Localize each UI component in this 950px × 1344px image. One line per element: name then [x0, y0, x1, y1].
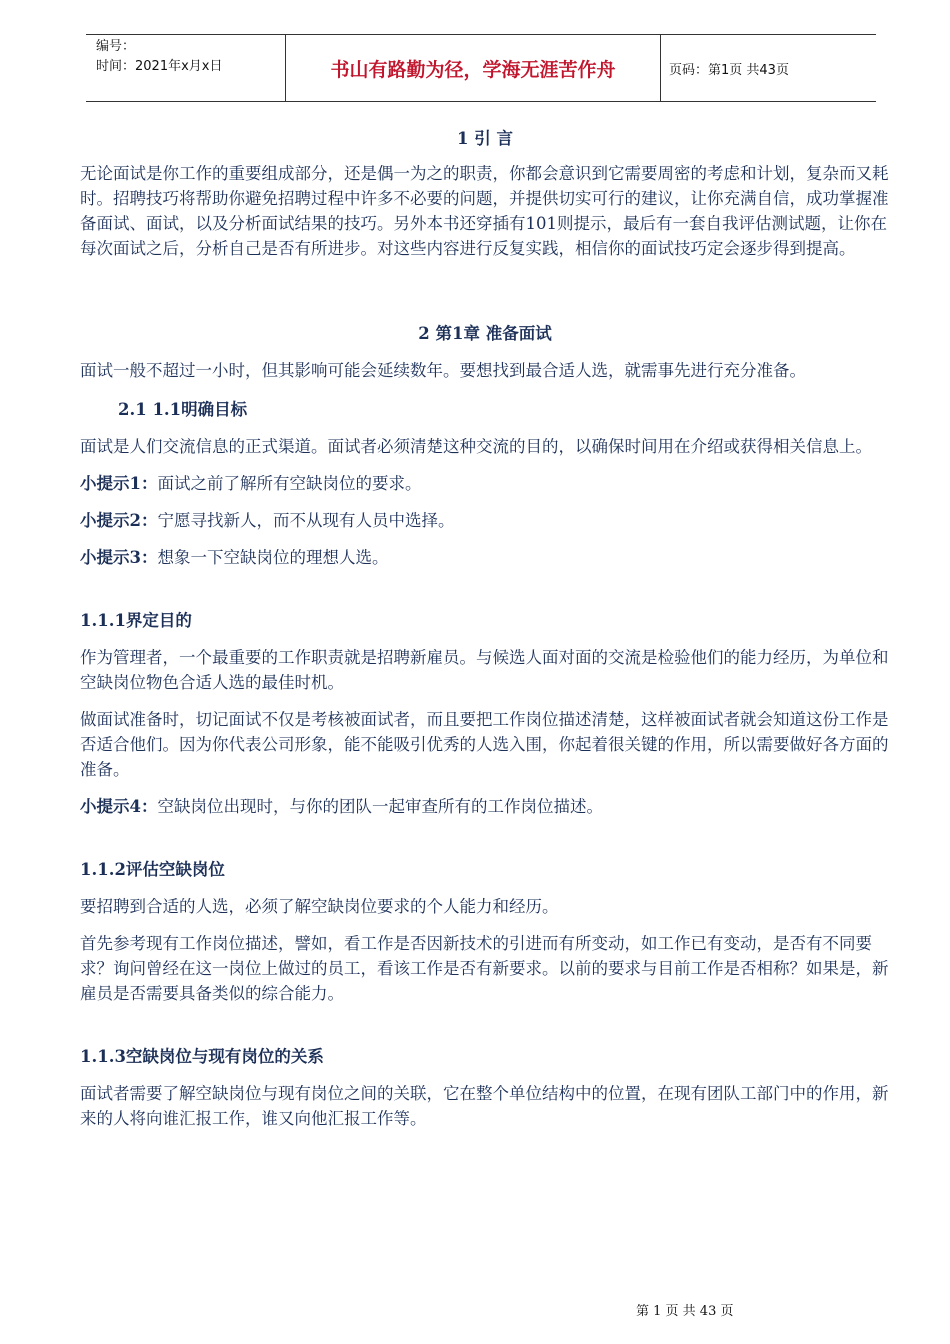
- page-header: [86, 34, 876, 102]
- header-motto: 书山有路勤为径，学海无涯苦作舟: [286, 35, 661, 101]
- tip-2-label: 小提示2：: [80, 511, 158, 530]
- tip-3-text: 想象一下空缺岗位的理想人选。: [157, 548, 389, 567]
- tip-4-label: 小提示4：: [80, 797, 158, 816]
- intro-paragraph: 无论面试是你工作的重要组成部分，还是偶一为之的职责，你都会意识到它需要周密的考虑和计划，复杂而又耗时。招聘技巧将帮助你避免招聘过程中许多不必要的问题，并提供切实可行的建议，让你充满自信，成功掌握准备面试、面试，以及分析面试结果的技巧。另外本书还穿插有101则提示，最后有一套自我评估测试题，让你在每次面试之后，分析自己是否有所进步。对这些内容进行反复实践，相信你的面试技巧定会逐步得到提高。: [80, 164, 889, 258]
- header-number: 编号：: [96, 39, 136, 54]
- section-1-1-1-paragraph-2: 做面试准备时，切记面试不仅是考核被面试者，而且要把工作岗位描述清楚，这样被面试者就会知道这份工作是否适合他们。因为你代表公司形象，能不能吸引优秀的人选入围，你起着很关键的作用，所以需要做好各方面的准备。: [80, 710, 889, 779]
- chapter1-title: 2 第1章 准备面试: [418, 324, 552, 343]
- section-1-1-2-paragraph-1: 要招聘到合适的人选，必须了解空缺岗位要求的个人能力和经历。: [80, 897, 559, 916]
- section-1-1-2-paragraph-2: 首先参考现有工作岗位描述，譬如，看工作是否因新技术的引进而有所变动，如工作已有变动，是否有不同要求？询问曾经在这一岗位上做过的员工，看该工作是否有新要求。以前的要求与目前工作是否相称？如果是，新雇员是否需要具备类似的综合能力。: [80, 934, 889, 1003]
- tip-4: [80, 794, 890, 819]
- header-meta: [86, 35, 286, 101]
- section-1-1-title: 2.1 1.1明确目标: [118, 400, 248, 419]
- tip-2: [80, 508, 890, 533]
- intro-title: 1 引 言: [457, 129, 513, 148]
- tip-1-text: 面试之前了解所有空缺岗位的要求。: [157, 474, 422, 493]
- section-1-1-3-paragraph: 面试者需要了解空缺岗位与现有岗位之间的关联，它在整个单位结构中的位置，在现有团队工部门中的作用，新来的人将向谁汇报工作，谁又向他汇报工作等。: [80, 1084, 889, 1128]
- page-footer: 第 1 页 共 43 页: [636, 1304, 734, 1319]
- tip-4-text: 空缺岗位出现时，与你的团队一起审查所有的工作岗位描述。: [157, 797, 603, 816]
- section-1-1-2-title: 1.1.2评估空缺岗位: [80, 860, 225, 879]
- tip-1: [80, 471, 890, 496]
- header-page: 页码：第1页 共43页: [669, 62, 789, 78]
- section-1-1-1-paragraph-1: 作为管理者，一个最重要的工作职责就是招聘新雇员。与候选人面对面的交流是检验他们的能力经历，为单位和空缺岗位物色合适人选的最佳时机。: [80, 648, 889, 692]
- chapter1-paragraph: 面试一般不超过一小时，但其影响可能会延续数年。要想找到最合适人选，就需事先进行充分准备。: [80, 361, 806, 380]
- tip-3: [80, 545, 890, 570]
- tip-3-label: 小提示3：: [80, 548, 158, 567]
- tip-2-text: 宁愿寻找新人，而不从现有人员中选择。: [157, 511, 455, 530]
- section-1-1-paragraph: 面试是人们交流信息的正式渠道。面试者必须清楚这种交流的目的，以确保时间用在介绍或获得相关信息上。: [80, 437, 872, 456]
- section-1-1-3-title: 1.1.3空缺岗位与现有岗位的关系: [80, 1047, 324, 1066]
- tip-1-label: 小提示1：: [80, 474, 158, 493]
- document-body: [80, 126, 890, 1143]
- header-time: 时间：2021年x月x日: [96, 59, 223, 74]
- section-1-1-1-title: 1.1.1界定目的: [80, 611, 192, 630]
